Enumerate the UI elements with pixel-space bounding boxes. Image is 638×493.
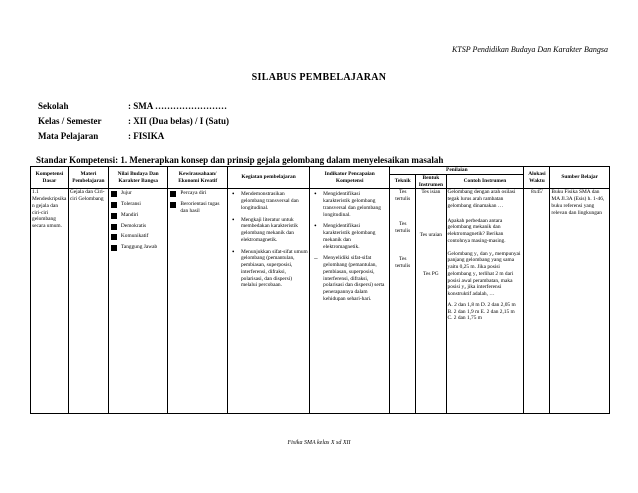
- teknik-item: Tes tertulis: [395, 189, 411, 202]
- col-kompetensi-dasar: Kompetensi Dasar: [31, 167, 69, 189]
- info-value: : FISIKA: [128, 131, 165, 141]
- col-nilai-budaya: Nilai Budaya Dan Karakter Bangsa: [108, 167, 168, 189]
- list-item: • Mengidentifikasi karakteristik gelombang mekanik dan elektromagnetik.: [311, 223, 388, 250]
- cell-bentuk: [416, 189, 446, 414]
- list-item: Berorientasi tugas dan hasil: [169, 201, 226, 215]
- list-item: Komunikatif: [110, 233, 167, 240]
- list-item: • Mengidentifikasi karakteristik gelombang transversal dan gelombang longitudinal.: [311, 191, 388, 218]
- cell-contoh: [446, 189, 524, 414]
- cell-kompetensi-dasar: 1.1 Mendeskripsikan gejala dan ciri-ciri gelombang secara umum.: [31, 189, 69, 414]
- col-materi: Materi Pembelajaran: [68, 167, 108, 189]
- list-item: Demokratis: [110, 223, 167, 230]
- document-title: SILABUS PEMBELAJARAN: [251, 72, 387, 83]
- col-contoh: Contoh Instrumen: [446, 174, 524, 189]
- col-kegiatan: Kegiatan pembelajaran: [227, 167, 309, 189]
- col-bentuk: Bentuk Instrumen: [416, 174, 446, 189]
- standar-kompetensi: Standar Kompetensi: 1. Menerapkan konsep dan prinsip gejala gelombang dalam menyelesaikan masalah: [36, 155, 444, 165]
- cell-materi: Gejala dan Ciri-ciri Gelombang: [68, 189, 108, 414]
- info-label: Kelas / Semester: [38, 116, 102, 126]
- info-value: : SMA ……………………: [128, 101, 227, 111]
- contoh-item: C. 2 dan 1,75 m: [447, 315, 482, 322]
- list-item: • Mendemonstrasikan gelombang transversal dan longitudinal.: [229, 191, 308, 211]
- cell-kewirausahaan: [168, 189, 228, 414]
- cell-kegiatan: [227, 189, 309, 414]
- col-sumber: Sumber Belajar: [550, 167, 610, 189]
- info-label: Sekolah: [38, 101, 69, 111]
- list-item: Tanggung Jawab: [110, 244, 167, 251]
- col-penilaian: Penilaian: [390, 167, 524, 175]
- header-note: KTSP Pendidikan Budaya Dan Karakter Bangsa: [451, 45, 608, 54]
- list-item: Toleransi: [110, 201, 167, 208]
- col-kewirausahaan: Kewirausahaan/ Ekonomi Kreatif: [168, 167, 228, 189]
- cell-sumber: Buku Fisika SMA dan MA Jl.3A (Esis) h. 1-46, buku referensi yang relevan dan lingkungan: [550, 189, 610, 414]
- teknik-item: Tes tertulis: [395, 220, 411, 234]
- info-value: : XII (Dua belas) / I (Satu): [128, 116, 230, 126]
- list-item: Mandiri: [110, 212, 167, 219]
- bentuk-item: Tes uraian: [419, 232, 442, 238]
- info-label: Mata Pelajaran: [38, 131, 99, 141]
- syllabus-table: [30, 166, 610, 414]
- contoh-item: Gelombang dengan arah osilasi tegak lurus arah rambatan gelombang dinamakan …: [447, 189, 516, 209]
- list-item: – Menyelidiki sifat-sifat gelombang (pemantulan, pembiasan, superposisi, interferensi, difraksi, polarisasi dan dispersi) serta penerapannya dalam kehidupan sehari-hari.: [311, 255, 388, 302]
- cell-nilai-budaya: [108, 189, 168, 414]
- list-item: • Menunjukkan sifat-sifat umum gelombang (pemantulan, pembiasan, superposisi, interferensi, difraksi, polarisasi, dan dispersi) melalui percobaan.: [229, 249, 308, 290]
- col-alokasi: Alokasi Waktu: [524, 167, 550, 189]
- col-indikator: Indikator Pencapaian Kompetensi: [310, 167, 390, 189]
- cell-teknik: [390, 189, 416, 414]
- bentuk-item: Tes PG: [423, 270, 439, 277]
- teknik-item: Tes tertulis: [395, 256, 411, 269]
- table-row: [31, 189, 610, 414]
- cell-indikator: [310, 189, 390, 414]
- bentuk-item: Tes isian: [421, 189, 441, 196]
- cell-alokasi: 8x45': [524, 189, 550, 414]
- list-item: Jujur: [110, 190, 167, 197]
- contoh-item: Gelombang y₁ dan y₂ mempunyai panjang gelombang yang sama yaitu 0,25 m. Jika posisi gelombang y₁ terlihat 2 m dari posisi awal perambatan, maka posisi y₂ jika interferensi konstruktif adalah, …: [447, 250, 521, 297]
- contoh-item: Apakah perbedaan antara gelombang mekanik dan elektromagnetik? Berikan contohnya masing-masing.: [447, 217, 506, 244]
- col-teknik: Teknik: [390, 174, 416, 189]
- list-item: • Mengkaji literatur untuk membedakan karakteristik gelombang mekanik dan elektromagnetik.: [229, 217, 308, 244]
- list-item: Percaya diri: [169, 190, 226, 197]
- contoh-item: B. 2 dan 1,9 m E. 2 dan 2,15 m: [447, 308, 515, 315]
- page-footer: Fisika SMA kelas X sd XII: [287, 440, 351, 446]
- contoh-item: A. 2 dan 1,8 m D. 2 dan 2,05 m: [447, 301, 516, 308]
